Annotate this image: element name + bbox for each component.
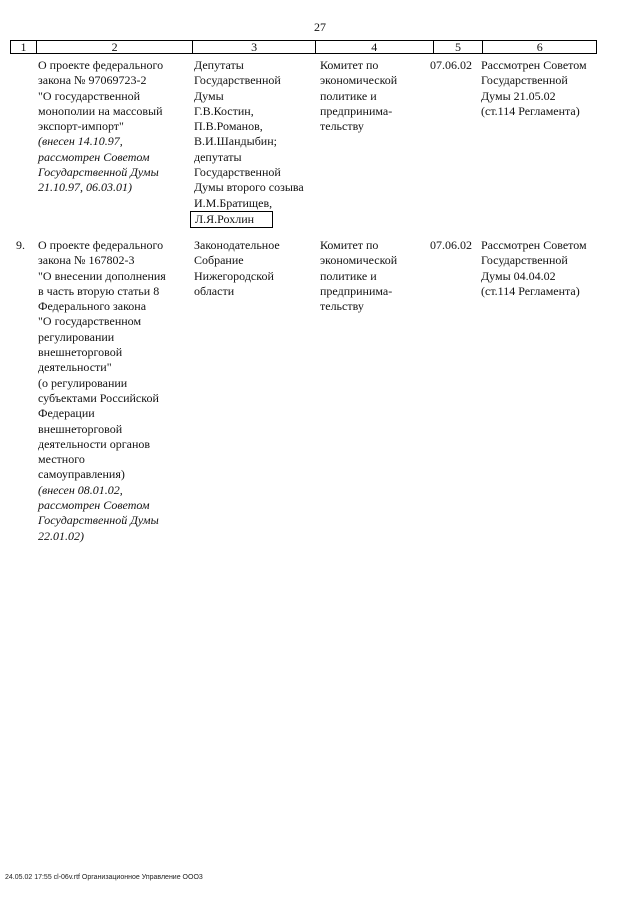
text-line: Федерации <box>38 406 95 421</box>
text-line: "О государственной <box>38 88 141 103</box>
text-line: О проекте федерального <box>38 58 164 72</box>
text-line: местного <box>38 452 85 467</box>
text-line: политике и <box>320 268 377 283</box>
submission-note: рассмотрен Советом <box>38 498 150 513</box>
text-line: внешнеторговой <box>38 345 123 360</box>
initiators <box>194 58 319 228</box>
text-line: деятельности" <box>38 360 112 375</box>
text-line: И.М.Братищев, <box>194 195 273 210</box>
text-line: субъектами Российской <box>38 390 159 405</box>
text-line: Федерального закона <box>38 299 147 314</box>
text-line: Рассмотрен Советом <box>481 238 587 252</box>
text-line: О проекте федерального <box>38 238 164 252</box>
text-line: экономической <box>320 73 398 88</box>
text-line: Государственной <box>481 253 568 268</box>
text-line: регулировании <box>38 329 115 344</box>
text-line: (ст.114 Регламента) <box>481 103 580 118</box>
boxed-name: Л.Я.Рохлин <box>190 211 273 228</box>
text-line: деятельности органов <box>38 436 151 451</box>
text-line: Депутаты <box>194 58 244 72</box>
text-line: Нижегородской <box>194 268 274 283</box>
text-line: Законодательное <box>194 238 280 252</box>
submission-note: Государственной Думы <box>38 513 159 528</box>
text-line: Государственной <box>194 73 281 88</box>
submission-note: рассмотрен Советом <box>38 149 150 164</box>
submission-note: Государственной Думы <box>38 165 159 180</box>
submission-note: 22.01.02) <box>38 528 84 543</box>
text-line: монополии на массовый <box>38 103 163 118</box>
text-line: Думы <box>194 88 224 103</box>
text-line: экспорт-импорт" <box>38 119 124 134</box>
header-col-5: 5 <box>434 41 484 53</box>
initiators <box>194 238 319 299</box>
header-col-3: 3 <box>193 41 316 53</box>
text-line: (ст.114 Регламента) <box>481 283 580 298</box>
text-line: политике и <box>320 88 377 103</box>
text-line: Думы 04.04.02 <box>481 268 556 283</box>
row-number: 9. <box>16 238 25 252</box>
text-line: Рассмотрен Советом <box>481 58 587 72</box>
text-line: Комитет по <box>320 58 379 72</box>
status <box>481 238 601 299</box>
text-line: "О государственном <box>38 314 142 329</box>
page-number: 27 <box>314 20 326 34</box>
footer-meta: 24.05.02 17:55 cl-06v.rtf Организационное Управление ООО3 <box>5 874 203 881</box>
text-line: (о регулировании <box>38 375 128 390</box>
text-line: внешнеторговой <box>38 421 123 436</box>
status <box>481 58 601 119</box>
text-line: области <box>194 283 235 298</box>
committee <box>320 238 428 314</box>
text-line: предпринима- <box>320 103 393 118</box>
header-col-4: 4 <box>316 41 434 53</box>
text-line: Думы 21.05.02 <box>481 88 556 103</box>
text-line: Комитет по <box>320 238 379 252</box>
text-line: П.В.Романов, <box>194 119 263 134</box>
table-header-row <box>10 40 597 54</box>
submission-note: 21.10.97, 06.03.01) <box>38 180 132 195</box>
bill-number: закона № 97069723-2 <box>38 73 147 88</box>
text-line: депутаты <box>194 149 242 164</box>
text-line: предпринима- <box>320 283 393 298</box>
submission-note: (внесен 08.01.02, <box>38 482 123 497</box>
text-line: экономической <box>320 253 398 268</box>
text-line: тельству <box>320 299 364 314</box>
text-line: Думы второго созыва <box>194 180 304 195</box>
text-line: "О внесении дополнения <box>38 268 166 283</box>
date: 07.06.02 <box>430 58 472 72</box>
header-col-1: 1 <box>11 41 37 53</box>
text-line: В.И.Шандыбин; <box>194 134 277 149</box>
text-line: Собрание <box>194 253 244 268</box>
committee <box>320 58 428 134</box>
text-line: самоуправления) <box>38 467 125 482</box>
text-line: Государственной <box>481 73 568 88</box>
header-col-6: 6 <box>536 40 543 54</box>
header-col-2: 2 <box>37 41 193 53</box>
date: 07.06.02 <box>430 238 472 252</box>
text-line: в часть вторую статьи 8 <box>38 283 160 298</box>
text-line: тельству <box>320 119 364 134</box>
text-line: Г.В.Костин, <box>194 103 254 118</box>
text-line: Государственной <box>194 165 281 180</box>
bill-number: закона № 167802-3 <box>38 253 135 268</box>
bill-description <box>38 238 178 544</box>
bill-description <box>38 58 178 196</box>
submission-note: (внесен 14.10.97, <box>38 134 123 149</box>
